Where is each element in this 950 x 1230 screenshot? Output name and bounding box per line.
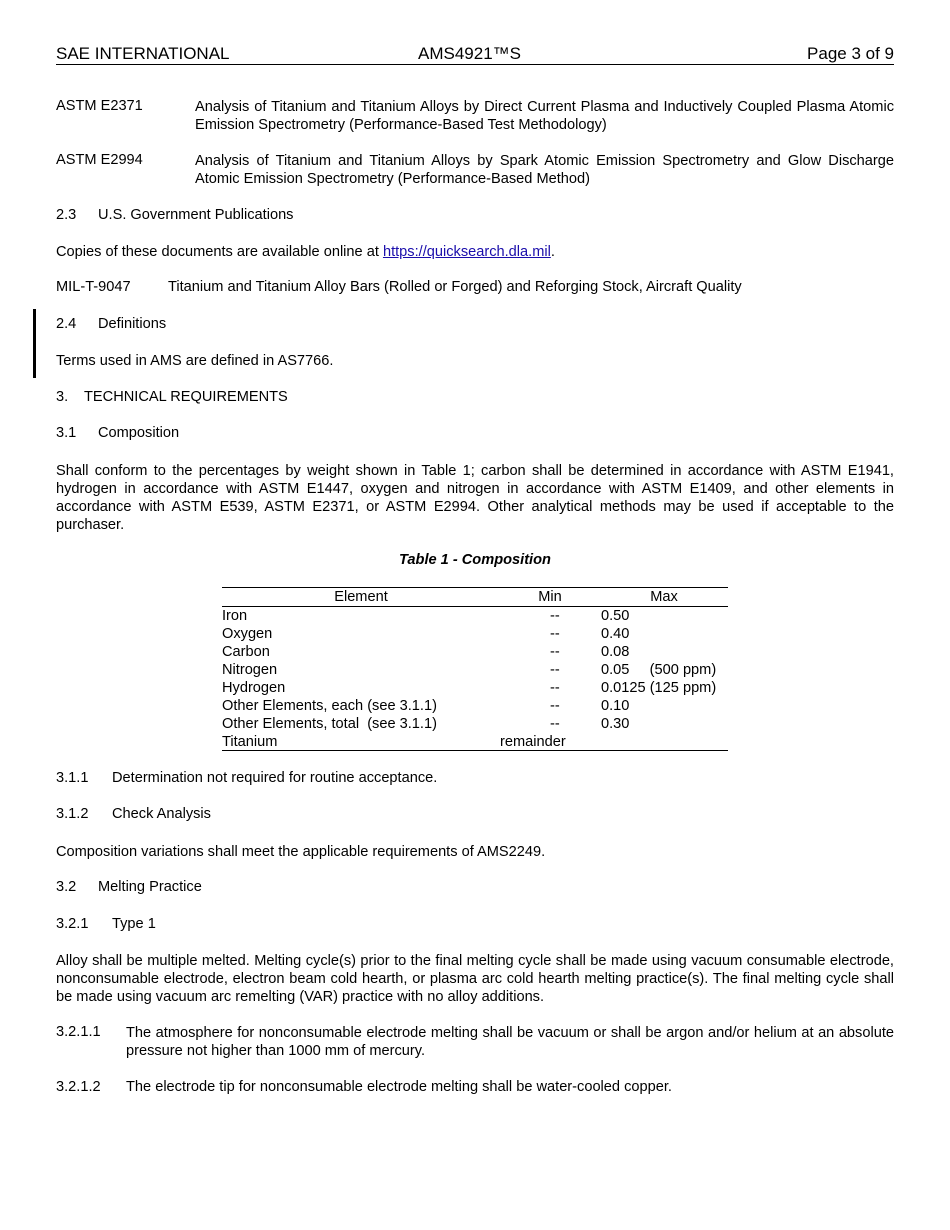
table-top-rule — [222, 587, 728, 588]
section-3-1-2-title: Check Analysis — [112, 806, 211, 822]
cell-element: Titanium — [222, 734, 278, 750]
section-3-2-number: 3.2 — [56, 879, 77, 895]
cell-min: -- — [550, 608, 560, 624]
section-3-2-title: Melting Practice — [98, 879, 202, 895]
cell-max: 0.50 — [601, 608, 630, 624]
section-2-3-number: 2.3 — [56, 207, 77, 223]
table-row — [222, 698, 728, 716]
header-doc-id: AMS4921™S — [418, 44, 521, 63]
revision-change-bar — [33, 309, 36, 378]
section-2-4-number: 2.4 — [56, 316, 77, 332]
quicksearch-link[interactable]: https://quicksearch.dla.mil — [382, 244, 551, 260]
section-3-1-1-title: Determination not required for routine acceptance. — [112, 770, 438, 786]
table-title: Table 1 - Composition — [399, 552, 551, 568]
cell-element: Nitrogen — [222, 662, 278, 678]
composition-paragraph: Shall conform to the percentages by weight shown in Table 1; carbon shall be determined in accordance with ASTM E1941, hydrogen in accordance with ASTM E1447, oxygen and nitrogen in accordance with ASTM E1409, and other elements in accordance with ASTM E539, ASTM E2371, or ASTM E2994. Other analytical methods may be used if acceptable to the purchaser. — [56, 463, 894, 533]
cell-element: Iron — [222, 608, 248, 624]
cell-min: -- — [550, 698, 560, 714]
cell-remainder: remainder — [500, 734, 566, 750]
cell-element: Oxygen — [222, 626, 273, 642]
section-2-4-title: Definitions — [98, 316, 167, 332]
ref-code-e2371: ASTM E2371 — [56, 98, 143, 114]
cell-element: Hydrogen — [222, 680, 286, 696]
cell-max: 0.05 (500 ppm) — [601, 662, 717, 678]
section-3-2-1-number: 3.2.1 — [56, 916, 89, 932]
cell-max: 0.10 — [601, 698, 630, 714]
section-3-title: TECHNICAL REQUIREMENTS — [84, 389, 288, 405]
cell-min: -- — [550, 680, 560, 696]
table-row — [222, 626, 728, 644]
cell-element: Other Elements, total (see 3.1.1) — [222, 716, 437, 732]
table-row — [222, 680, 728, 698]
table-row — [222, 662, 728, 680]
copies-prefix: Copies of these documents are available online at — [56, 244, 383, 260]
mil-code: MIL-T-9047 — [56, 279, 131, 295]
cell-max: 0.08 — [601, 644, 630, 660]
section-3-number: 3. — [56, 389, 69, 405]
table-header-max: Max — [650, 589, 678, 605]
page-header — [56, 44, 894, 65]
section-3-2-1-1-text: The atmosphere for nonconsumable electrode melting shall be vacuum or shall be argon and/or helium at an absolute pressure not higher than 1000 mm of mercury. — [126, 1025, 894, 1059]
table-row — [222, 716, 728, 734]
section-3-2-1-2-number: 3.2.1.2 — [56, 1079, 101, 1095]
section-3-1-1-number: 3.1.1 — [56, 770, 89, 786]
table-header-element: Element — [334, 589, 388, 605]
definitions-paragraph: Terms used in AMS are defined in AS7766. — [56, 353, 334, 369]
cell-element: Carbon — [222, 644, 270, 660]
ref-code-e2994: ASTM E2994 — [56, 152, 143, 168]
type1-paragraph: Alloy shall be multiple melted. Melting cycle(s) prior to the final melting cycle shall be made using vacuum consumable electrode, nonconsumable electrode, electron beam cold hearth, or plasma arc cold hearth melting practice(s). The final melting cycle shall be made using vacuum arc remelting (VAR) practice with no alloy additions. — [56, 953, 894, 1005]
cell-min: -- — [550, 644, 560, 660]
cell-max: 0.40 — [601, 626, 630, 642]
mil-desc: Titanium and Titanium Alloy Bars (Rolled or Forged) and Reforging Stock, Aircraft Quality — [168, 279, 742, 295]
section-3-2-1-title: Type 1 — [112, 916, 156, 932]
check-analysis-paragraph: Composition variations shall meet the applicable requirements of AMS2249. — [56, 844, 546, 860]
copies-paragraph — [56, 243, 894, 261]
cell-max: 0.0125 (125 ppm) — [601, 680, 717, 696]
table-row — [222, 608, 728, 626]
header-page-number: Page 3 of 9 — [807, 44, 894, 63]
table-row — [222, 644, 728, 662]
header-org: SAE INTERNATIONAL — [56, 44, 230, 63]
cell-min: -- — [550, 716, 560, 732]
section-3-2-1-1-number: 3.2.1.1 — [56, 1024, 101, 1040]
cell-element: Other Elements, each (see 3.1.1) — [222, 698, 437, 714]
section-2-3-title: U.S. Government Publications — [98, 207, 294, 223]
section-3-1-title: Composition — [98, 425, 180, 441]
cell-min: -- — [550, 626, 560, 642]
table-header-rule — [222, 606, 728, 607]
section-3-2-1-2-text: The electrode tip for nonconsumable electrode melting shall be water-cooled copper. — [126, 1079, 672, 1095]
table-bottom-rule — [222, 750, 728, 751]
section-3-1-2-number: 3.1.2 — [56, 806, 89, 822]
copies-suffix: . — [550, 244, 555, 260]
ref-desc-e2994: Analysis of Titanium and Titanium Alloys by Spark Atomic Emission Spectrometry and Glow Discharge Atomic Emission Spectrometry (Performance-Based Method) — [195, 153, 894, 187]
cell-min: -- — [550, 662, 560, 678]
ref-desc-e2371: Analysis of Titanium and Titanium Alloys by Direct Current Plasma and Inductively Coupled Plasma Atomic Emission Spectrometry (Performance-Based Test Methodology) — [195, 99, 894, 133]
section-3-1-number: 3.1 — [56, 425, 77, 441]
cell-max: 0.30 — [601, 716, 630, 732]
table-header-min: Min — [538, 589, 562, 605]
